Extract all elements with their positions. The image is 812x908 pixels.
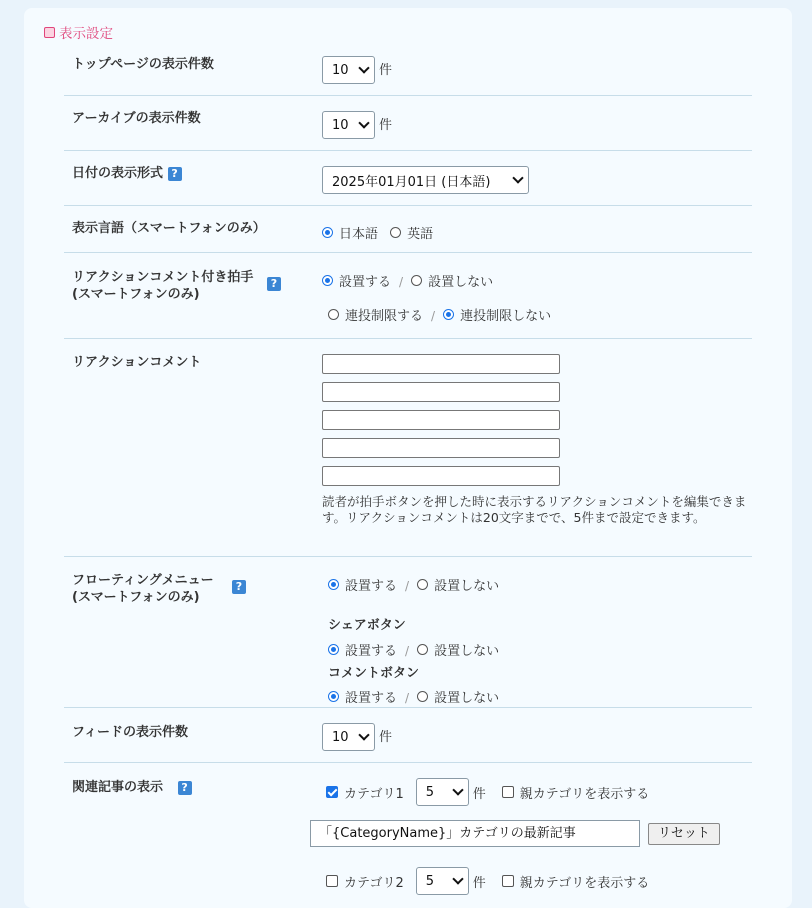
language-option-japanese[interactable]: 日本語	[322, 223, 378, 242]
settings-panel	[24, 8, 792, 908]
radio-selected[interactable]	[322, 227, 333, 238]
feed-count-select[interactable]: 10	[322, 723, 375, 751]
section-icon	[44, 27, 55, 38]
category1-count-select[interactable]: 5	[416, 778, 469, 806]
reaction-clap-label: リアクションコメント付き拍手	[72, 270, 254, 285]
help-icon[interactable]: ?	[232, 580, 246, 594]
row-feed-count: フィードの表示件数 10 件	[64, 708, 752, 763]
row-top-count: トップページの表示件数 10 件	[64, 44, 752, 96]
chevron-down-icon	[358, 62, 369, 73]
chevron-down-icon	[452, 873, 463, 884]
date-format-select[interactable]: 2025年01月01日 (日本語)	[322, 166, 529, 194]
row-related-articles: 関連記事の表示 ? カテゴリ1 5 件 親カテゴリを表示する 「{CategoryName}」カテゴリの最新記事 リセット カテゴリ2 5 件 親カテゴリを表示する	[64, 763, 752, 903]
help-icon[interactable]: ?	[168, 167, 182, 181]
related-articles-label: 関連記事の表示	[72, 780, 164, 795]
top-count-select[interactable]: 10	[322, 56, 375, 84]
row-date-format	[64, 151, 752, 206]
reaction-install-on[interactable]: 設置する	[322, 271, 391, 290]
reaction-comment-note: 読者が拍手ボタンを押した時に表示するリアクションコメントを編集できます。リアクションコメントは20文字までで、5件まで設定できます。	[322, 494, 747, 525]
feed-count-label: フィードの表示件数	[72, 725, 188, 740]
row-reaction-clap: リアクションコメント付き拍手 (スマートフォンのみ) ? 設置する / 設置しない 連投制限する / 連投制限しない	[64, 253, 752, 339]
category2-checkbox[interactable]: カテゴリ2	[326, 872, 404, 891]
floating-menu-on[interactable]: 設置する	[328, 575, 397, 594]
section-title: 表示設定	[44, 22, 113, 42]
date-format-label: 日付の表示形式	[72, 166, 164, 181]
floating-menu-off[interactable]: 設置しない	[417, 575, 499, 594]
chevron-down-icon	[358, 117, 369, 128]
help-icon[interactable]: ?	[267, 277, 281, 291]
comment-button-on[interactable]: 設置する	[328, 687, 397, 706]
radio-unselected[interactable]	[390, 227, 401, 238]
share-button-label: シェアボタン	[328, 618, 406, 633]
chevron-down-icon	[512, 172, 523, 183]
reaction-install-off[interactable]: 設置しない	[411, 271, 493, 290]
reaction-comment-field-4[interactable]	[322, 438, 560, 458]
reaction-comment-field-1[interactable]	[322, 354, 560, 374]
top-count-label: トップページの表示件数	[72, 57, 214, 72]
reset-button[interactable]: リセット	[648, 823, 720, 845]
reaction-clap-sublabel: (スマートフォンのみ)	[72, 287, 200, 302]
related-title-input[interactable]: 「{CategoryName}」カテゴリの最新記事	[310, 820, 640, 847]
comment-button-label: コメントボタン	[328, 666, 420, 681]
reaction-limit-off[interactable]: 連投制限しない	[443, 305, 551, 324]
reaction-comment-field-3[interactable]	[322, 410, 560, 430]
row-floating-menu: フローティングメニュー (スマートフォンのみ) ? 設置する / 設置しない シェアボタン 設置する / 設置しない コメントボタン 設置する / 設置しない	[64, 557, 752, 708]
row-reaction-comment	[64, 339, 752, 557]
reaction-comment-field-5[interactable]	[322, 466, 560, 486]
chevron-down-icon	[358, 729, 369, 740]
language-option-english[interactable]: 英語	[390, 223, 433, 242]
archive-count-select[interactable]: 10	[322, 111, 375, 139]
floating-menu-label: フローティングメニュー	[72, 573, 214, 588]
category1-checkbox[interactable]: カテゴリ1	[326, 783, 404, 802]
floating-menu-sublabel: (スマートフォンのみ)	[72, 590, 200, 605]
category2-parent-checkbox[interactable]: 親カテゴリを表示する	[502, 872, 649, 891]
comment-button-off[interactable]: 設置しない	[417, 687, 499, 706]
row-language	[64, 206, 752, 253]
chevron-down-icon	[452, 784, 463, 795]
category1-parent-checkbox[interactable]: 親カテゴリを表示する	[502, 783, 649, 802]
reaction-comment-label: リアクションコメント	[72, 355, 202, 370]
language-label: 表示言語（スマートフォンのみ）	[72, 221, 266, 236]
help-icon[interactable]: ?	[178, 781, 192, 795]
reaction-limit-on[interactable]: 連投制限する	[328, 305, 423, 324]
share-button-off[interactable]: 設置しない	[417, 640, 499, 659]
share-button-on[interactable]: 設置する	[328, 640, 397, 659]
reaction-comment-field-2[interactable]	[322, 382, 560, 402]
category2-count-select[interactable]: 5	[416, 867, 469, 895]
archive-count-label: アーカイブの表示件数	[72, 111, 201, 126]
row-archive-count: アーカイブの表示件数 10 件	[64, 96, 752, 151]
